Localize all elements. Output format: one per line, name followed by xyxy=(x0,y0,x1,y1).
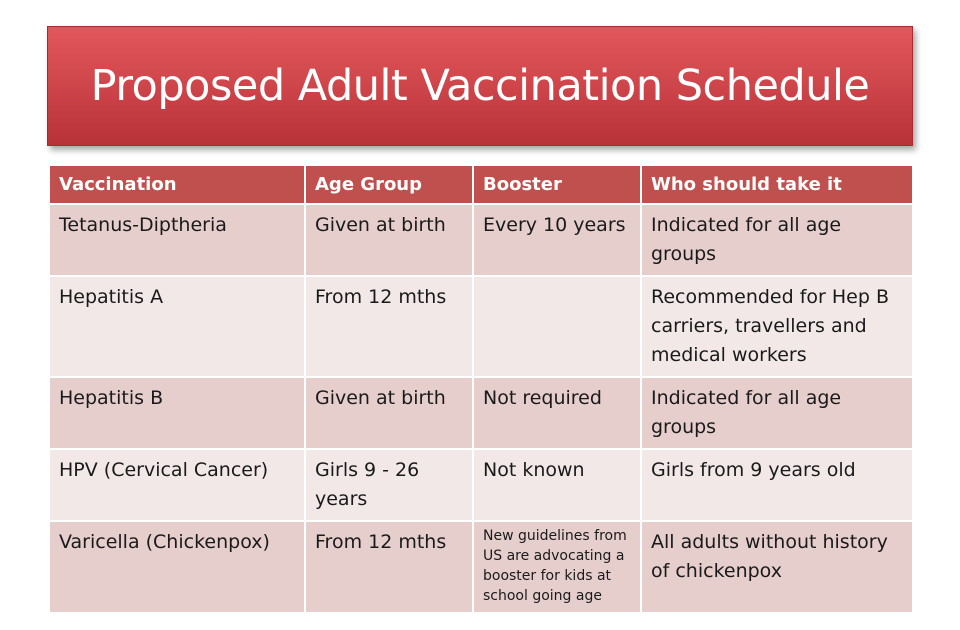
cell-booster: Not known xyxy=(473,449,641,521)
cell-vaccination: Hepatitis A xyxy=(49,276,305,377)
column-header-age-group: Age Group xyxy=(305,165,473,204)
cell-vaccination: Varicella (Chickenpox) xyxy=(49,521,305,613)
cell-who: Indicated for all age groups xyxy=(641,204,913,276)
cell-age-group: Girls 9 - 26 years xyxy=(305,449,473,521)
cell-booster: Every 10 years xyxy=(473,204,641,276)
column-header-vaccination: Vaccination xyxy=(49,165,305,204)
title-banner xyxy=(47,26,913,146)
vaccination-table xyxy=(48,164,914,614)
cell-age-group: From 12 mths xyxy=(305,521,473,613)
cell-who: All adults without history of chickenpox xyxy=(641,521,913,613)
cell-age-group: Given at birth xyxy=(305,377,473,449)
cell-vaccination: HPV (Cervical Cancer) xyxy=(49,449,305,521)
table-row xyxy=(49,377,913,449)
cell-booster: New guidelines from US are advocating a booster for kids at school going age xyxy=(473,521,641,613)
table-row xyxy=(49,449,913,521)
cell-booster xyxy=(473,276,641,377)
table-header-row xyxy=(49,165,913,204)
cell-who: Girls from 9 years old xyxy=(641,449,913,521)
column-header-who: Who should take it xyxy=(641,165,913,204)
cell-vaccination: Hepatitis B xyxy=(49,377,305,449)
cell-who: Indicated for all age groups xyxy=(641,377,913,449)
cell-age-group: Given at birth xyxy=(305,204,473,276)
column-header-booster: Booster xyxy=(473,165,641,204)
cell-who: Recommended for Hep B carriers, travellers and medical workers xyxy=(641,276,913,377)
table-row xyxy=(49,276,913,377)
table-row xyxy=(49,521,913,613)
cell-booster: Not required xyxy=(473,377,641,449)
cell-age-group: From 12 mths xyxy=(305,276,473,377)
table-row xyxy=(49,204,913,276)
page-title: Proposed Adult Vaccination Schedule xyxy=(90,61,870,111)
cell-vaccination: Tetanus-Diptheria xyxy=(49,204,305,276)
